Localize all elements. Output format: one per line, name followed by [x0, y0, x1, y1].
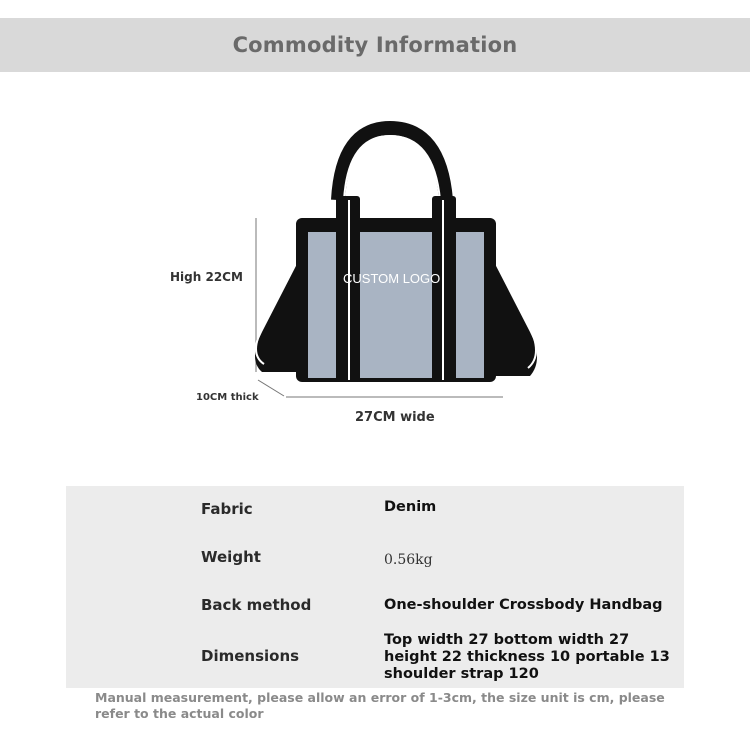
thickness-dimension-line: [258, 380, 284, 396]
height-label: High 22CM: [170, 270, 243, 284]
measurement-note: Manual measurement, please allow an error of 1-3cm, the size unit is cm, please refer to the actual color: [95, 690, 665, 721]
right-strap: [494, 262, 537, 376]
spec-label-back-method: Back method: [201, 596, 312, 614]
spec-label-dimensions: Dimensions: [201, 647, 300, 665]
product-image-area: [0, 72, 750, 472]
left-strap: [255, 262, 298, 372]
bag-body-panel: [308, 232, 484, 378]
spec-value-weight: 0.56kg: [384, 552, 433, 568]
bag-handle: [338, 128, 446, 200]
spec-value-back-method: One-shoulder Crossbody Handbag: [384, 597, 663, 613]
spec-value-fabric: Denim: [384, 499, 437, 515]
section-header: [0, 18, 750, 72]
width-label: 27CM wide: [355, 410, 435, 425]
thickness-label: 10CM thick: [196, 392, 259, 403]
section-title: Commodity Information: [232, 33, 518, 57]
spec-value-dimensions: Top width 27 bottom width 27 height 22 thickness 10 portable 13 shoulder strap 120: [384, 632, 670, 682]
custom-logo-text: CUSTOM LOGO: [343, 271, 441, 286]
spec-label-fabric: Fabric: [201, 500, 253, 518]
spec-table: [66, 486, 684, 688]
spec-label-weight: Weight: [201, 548, 261, 566]
